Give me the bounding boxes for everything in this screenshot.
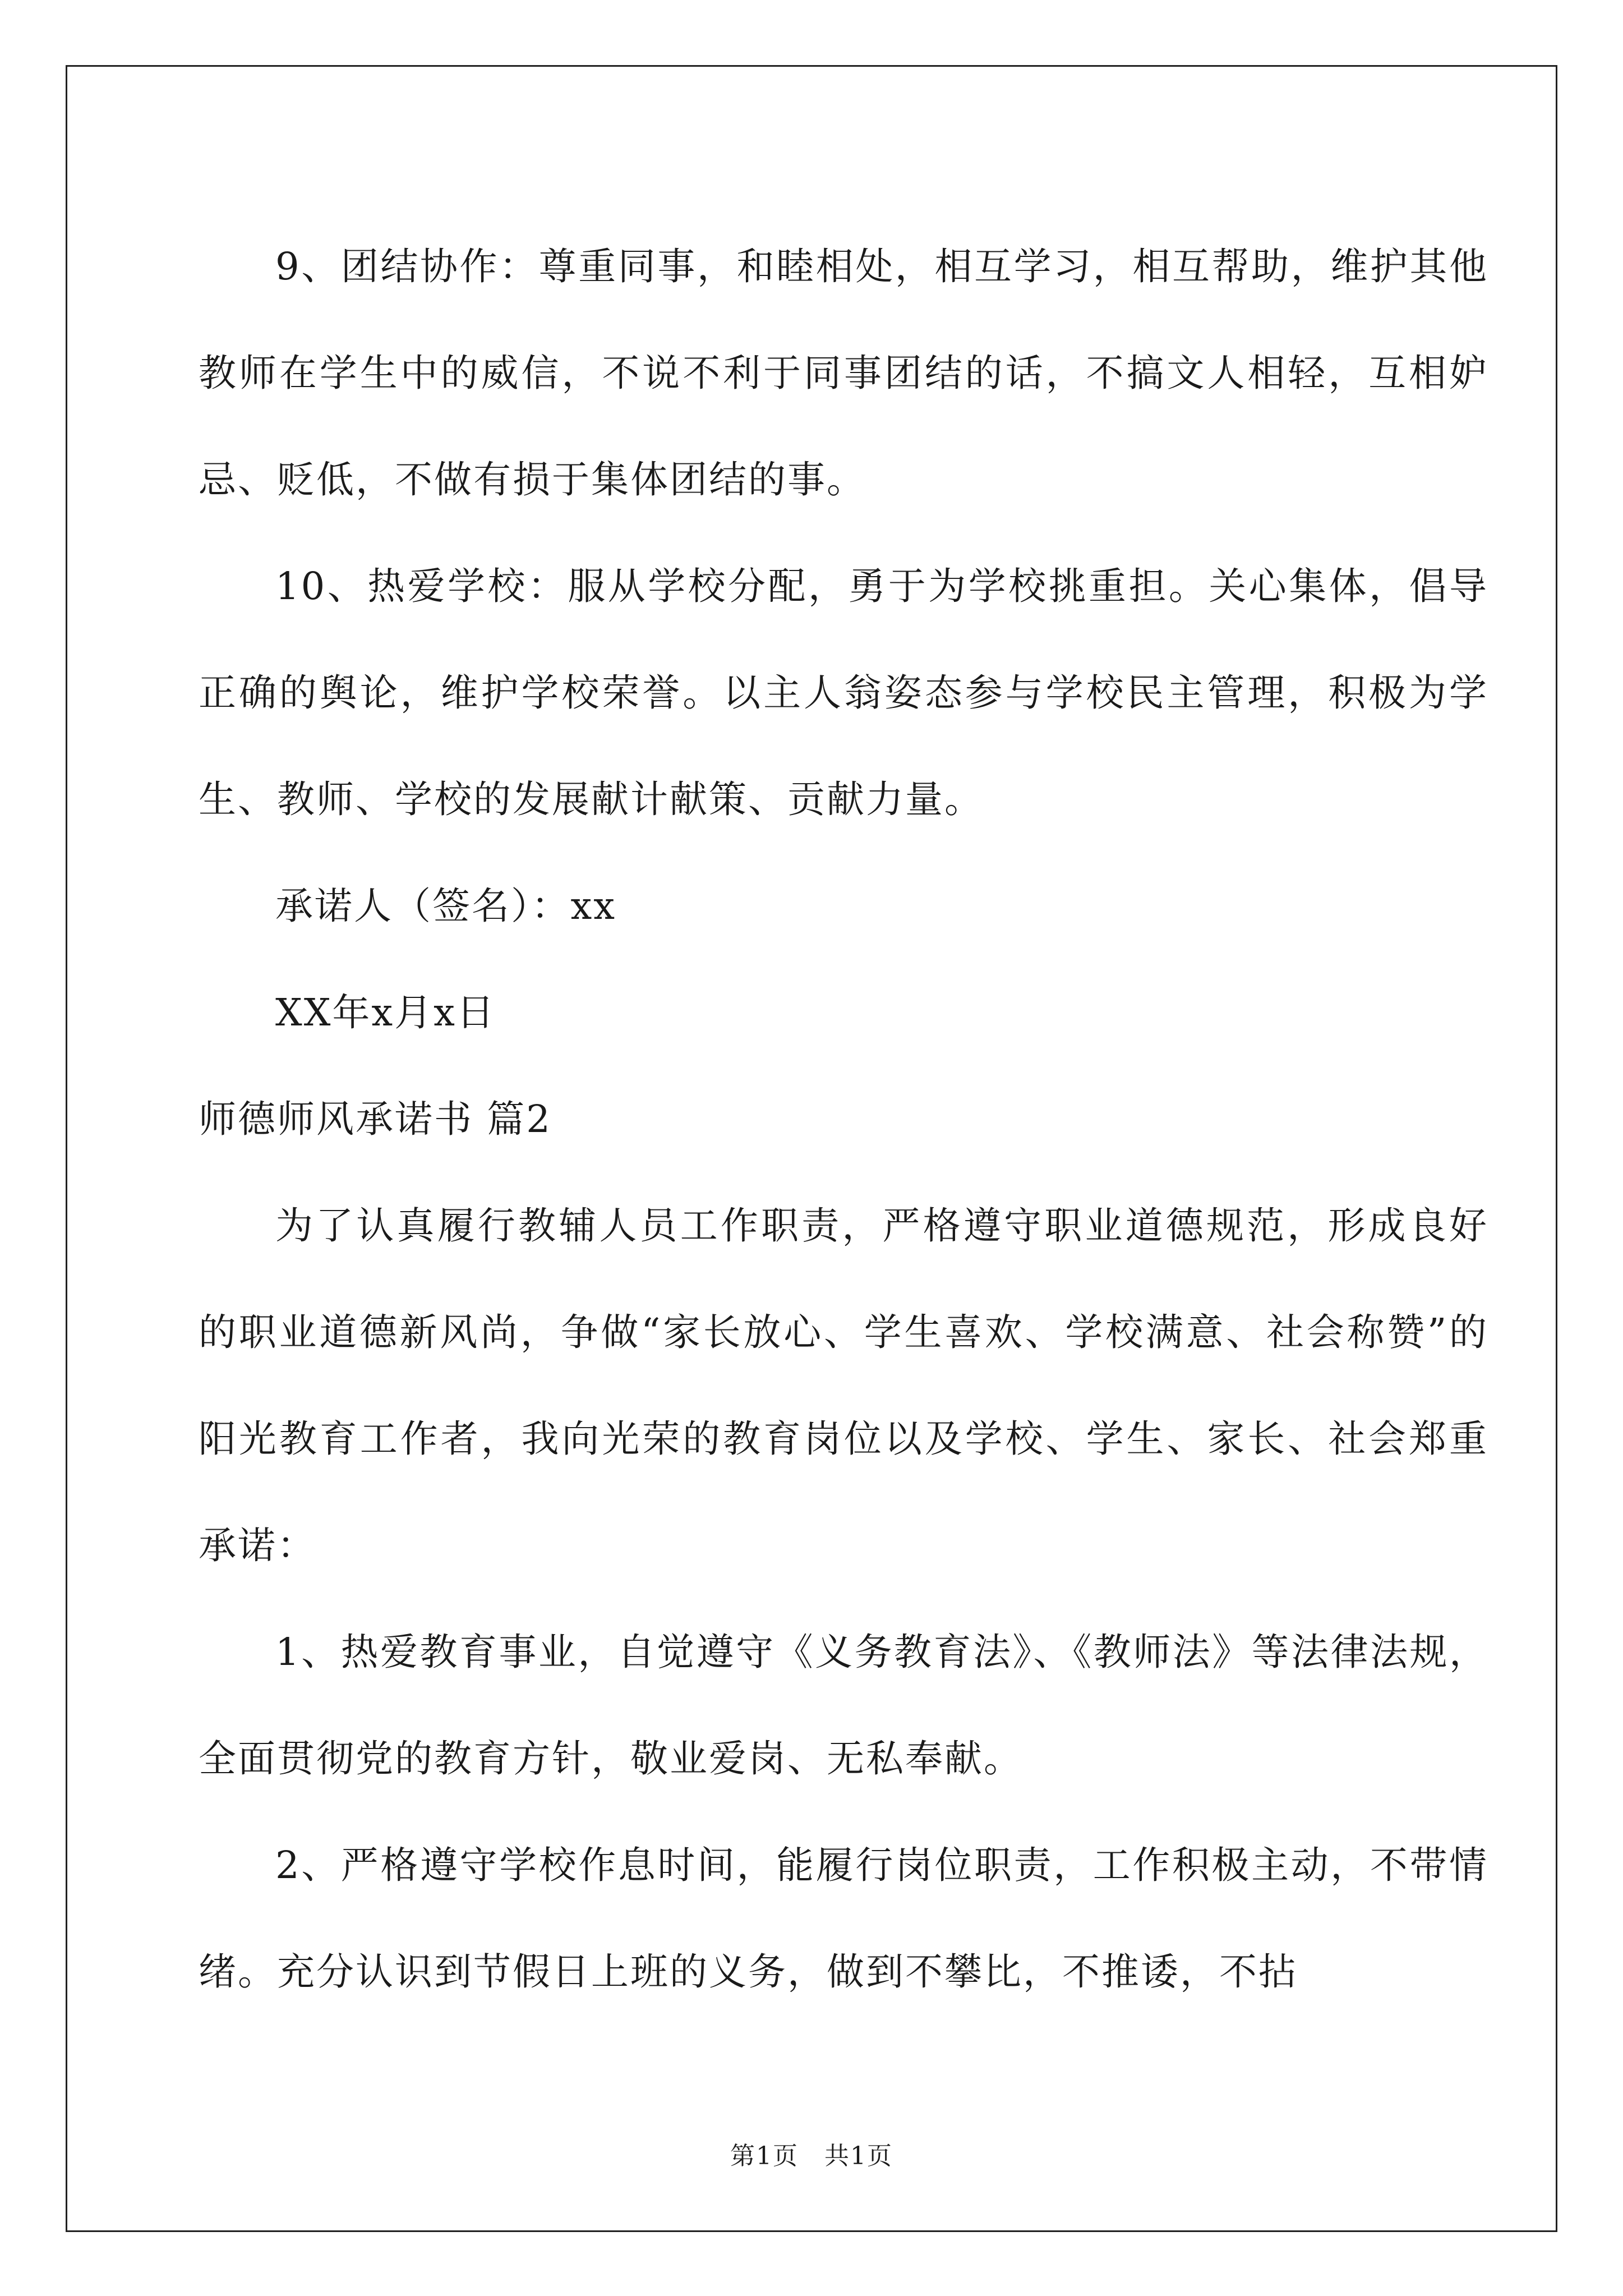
paragraph-item-10: 10、热爱学校：服从学校分配，勇于为学校挑重担。关心集体，倡导正确的舆论，维护学校荣誉。以主人翁姿态参与学校民主管理，积极为学生、教师、学校的发展献计献策、贡献力量。 <box>199 564 1488 821</box>
intro-paragraph: 为了认真履行教辅人员工作职责，严格遵守职业道德规范，形成良好的职业道德新风尚，争做“家长放心、学生喜欢、学校满意、社会称赞”的阳光教育工作者，我向光荣的教育岗位以及学校、学生、家长、社会郑重承诺： <box>199 1204 1488 1567</box>
document-body <box>199 213 1488 2025</box>
section-heading: 师德师风承诺书 篇2 <box>199 1097 552 1141</box>
paragraph-item-2: 2、严格遵守学校作息时间，能履行岗位职责，工作积极主动，不带情绪。充分认识到节假日上班的义务，做到不攀比，不推诿，不拈 <box>199 1843 1488 1994</box>
paragraph-item-1: 1、热爱教育事业，自觉遵守《义务教育法》、《教师法》等法律法规，全面贯彻党的教育方针，敬业爱岗、无私奉献。 <box>199 1630 1488 1780</box>
signature-line: 承诺人（签名）：xx <box>275 884 617 928</box>
date-line: XX年x月x日 <box>275 991 496 1034</box>
paragraph-item-9: 9、团结协作：尊重同事，和睦相处，相互学习，相互帮助，维护其他教师在学生中的威信，不说不利于同事团结的话，不搞文人相轻，互相妒忌、贬低，不做有损于集体团结的事。 <box>199 245 1488 501</box>
page-footer: 第1页 共1页 <box>730 2142 893 2170</box>
